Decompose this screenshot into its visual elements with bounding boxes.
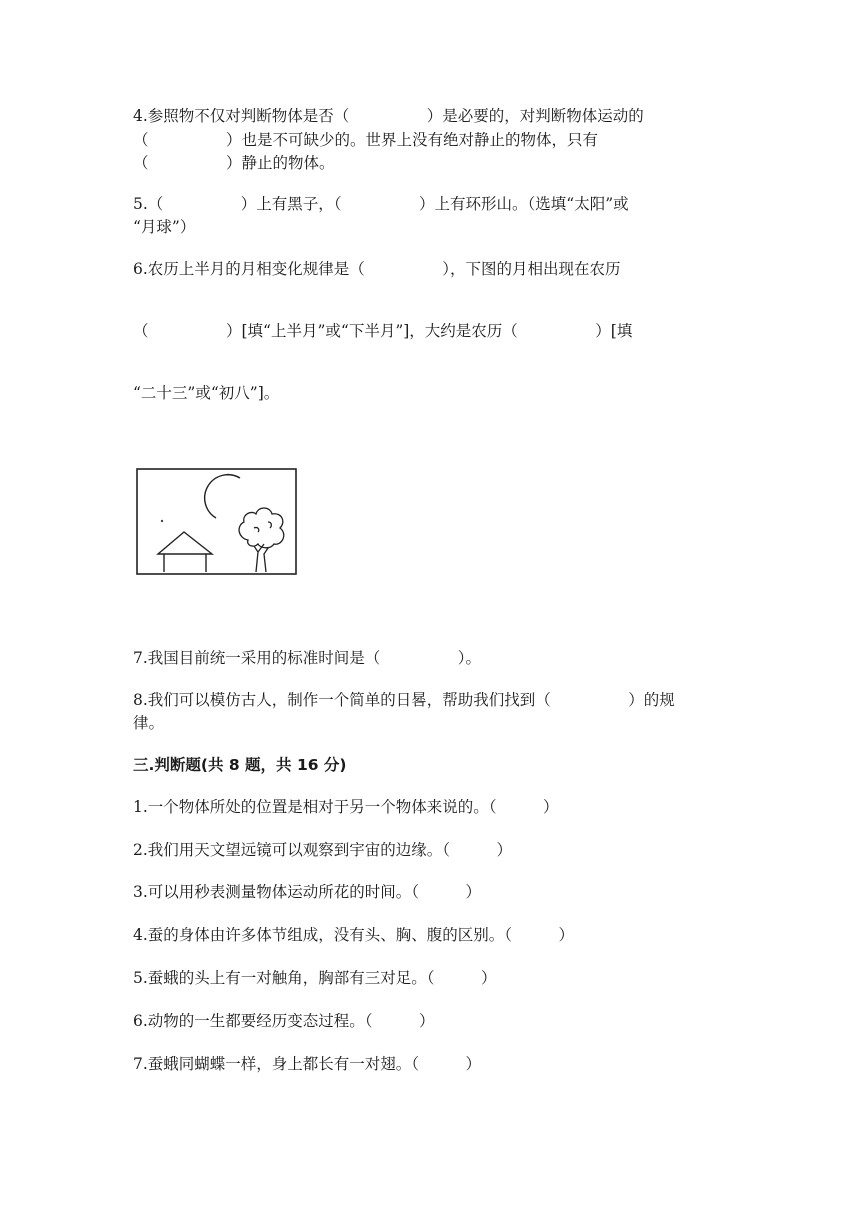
- house-icon: [158, 532, 212, 572]
- question-4-line-3: （ ）静止的物体。: [133, 154, 335, 172]
- question-5-line-2: “月球”）: [133, 218, 196, 236]
- question-7: 7.我国目前统一采用的标准时间是（ ）。: [133, 649, 482, 667]
- moon-phase-figure: [136, 468, 298, 578]
- section-title-judge: 三.判断题(共 8 题，共 16 分): [133, 756, 347, 774]
- tree-icon: [239, 508, 284, 572]
- crescent-moon-icon: [205, 475, 240, 518]
- judge-item-7: 7.蚕蛾同蝴蝶一样，身上都长有一对翅。（ ）: [133, 1055, 482, 1073]
- question-6-line-2: （ ）[填“上半月”或“下半月”]，大约是农历（ ）[填: [133, 322, 633, 340]
- judge-item-1: 1.一个物体所处的位置是相对于另一个物体来说的。（ ）: [133, 798, 559, 816]
- judge-item-5: 5.蚕蛾的头上有一对触角，胸部有三对足。（ ）: [133, 969, 497, 987]
- question-4-line-2: （ ）也是不可缺少的。世界上没有绝对静止的物体，只有: [133, 131, 599, 149]
- question-6-line-1: 6.农历上半月的月相变化规律是（ ），下图的月相出现在农历: [133, 260, 621, 278]
- question-8-line-1: 8.我们可以模仿古人，制作一个简单的日晷，帮助我们找到（ ）的规: [133, 691, 675, 709]
- judge-item-4: 4.蚕的身体由许多体节组成，没有头、胸、腹的区别。（ ）: [133, 926, 575, 944]
- judge-item-6: 6.动物的一生都要经历变态过程。（ ）: [133, 1012, 435, 1030]
- figure-frame: [137, 469, 296, 574]
- question-5-line-1: 5.（ ）上有黑子，（ ）上有环形山。（选填“太阳”或: [133, 195, 629, 213]
- judge-item-3: 3.可以用秒表测量物体运动所花的时间。（ ）: [133, 883, 482, 901]
- question-8-line-2: 律。: [133, 714, 165, 732]
- star-dot-icon: [161, 520, 163, 522]
- judge-item-2: 2.我们用天文望远镜可以观察到宇宙的边缘。（ ）: [133, 841, 513, 859]
- question-6-line-3: “二十三”或“初八”]。: [133, 384, 280, 402]
- question-4-line-1: 4.参照物不仅对判断物体是否（ ）是必要的，对判断物体运动的: [133, 107, 644, 125]
